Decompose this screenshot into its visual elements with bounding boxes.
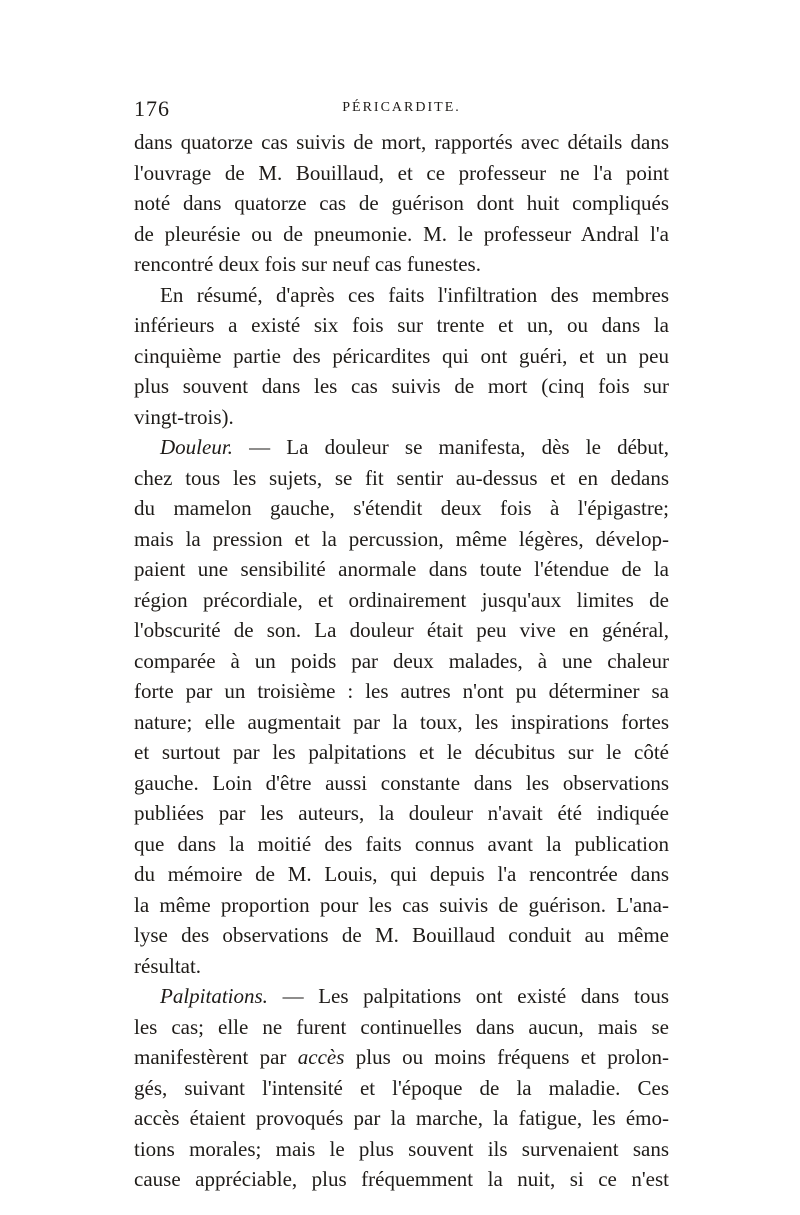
text-line: lyse des observations de M. Bouillaud conduit au même xyxy=(134,923,669,947)
line-text: plus ou moins fréquens et prolon- xyxy=(344,1045,670,1069)
text-line: mais la pression et la percussion, même légères, dévelop- xyxy=(134,526,669,551)
text-line: la même proportion pour les cas suivis de guérison. L'ana- xyxy=(134,892,669,917)
text-line xyxy=(134,1042,669,1073)
text-line: comparée à un poids par deux malades, à une chaleur xyxy=(134,648,669,673)
text-line: rencontré deux fois sur neuf cas funestes. xyxy=(134,252,481,276)
text-line: du mamelon gauche, s'étendit deux fois à l'épigastre; xyxy=(134,496,669,520)
text-line: nature; elle augmentait par la toux, les inspirations fortes xyxy=(134,709,669,734)
text-line: l'obscurité de son. La douleur était peu vive en général, xyxy=(134,618,669,642)
text-line: chez tous les sujets, se fit sentir au-dessus et en dedans xyxy=(134,465,669,490)
text-line: publiées par les auteurs, la douleur n'avait été indiquée xyxy=(134,801,669,825)
page-number: 176 xyxy=(134,96,170,121)
text-line: inférieurs a existé six fois sur trente et un, ou dans la xyxy=(134,313,669,337)
text-line: dans quatorze cas suivis de mort, rapportés avec détails dans xyxy=(134,130,669,154)
text-line: de pleurésie ou de pneumonie. M. le professeur Andral l'a xyxy=(134,221,669,246)
paragraph-start-line: En résumé, d'après ces faits l'infiltration des membres xyxy=(160,282,669,307)
paragraph-start-line xyxy=(134,432,669,463)
text-line: gés, suivant l'intensité et l'époque de la maladie. Ces xyxy=(134,1075,669,1100)
body-text xyxy=(134,127,669,1195)
text-line: plus souvent dans les cas suivis de mort (cinq fois sur xyxy=(134,374,669,398)
text-line: les cas; elle ne furent continuelles dans aucun, mais se xyxy=(134,1014,669,1039)
line-text: — La douleur se manifesta, dès le début, xyxy=(232,435,669,459)
text-line: et surtout par les palpitations et le décubitus sur le côté xyxy=(134,740,669,764)
text-line: vingt-trois). xyxy=(134,404,234,429)
text-line: l'ouvrage de M. Bouillaud, et ce professeur ne l'a point xyxy=(134,160,669,185)
text-line: tions morales; mais le plus souvent ils survenaient sans xyxy=(134,1136,669,1161)
running-title: PÉRICARDITE. xyxy=(342,100,461,115)
text-line: paient une sensibilité anormale dans toute l'étendue de la xyxy=(134,557,669,581)
text-line: région précordiale, et ordinairement jusqu'aux limites de xyxy=(134,587,669,612)
text-line: forte par un troisième : les autres n'ont pu déterminer sa xyxy=(134,679,669,703)
section-lead-douleur: Douleur. xyxy=(160,435,233,459)
emphasis-acces: accès xyxy=(297,1045,345,1069)
text-line: noté dans quatorze cas de guérison dont huit compliqués xyxy=(134,191,669,215)
text-line: du mémoire de M. Louis, qui depuis l'a rencontrée dans xyxy=(134,862,669,886)
text-line: résultat. xyxy=(134,953,202,978)
section-lead-palpitations: Palpitations. xyxy=(160,984,268,1008)
text-line: cause appréciable, plus fréquemment la nuit, si ce n'est xyxy=(134,1167,669,1191)
text-line: accès étaient provoqués par la marche, la fatigue, les émo- xyxy=(134,1106,669,1130)
text-line: que dans la moitié des faits connus avant la publication xyxy=(134,831,669,856)
paragraph-start-line xyxy=(134,981,669,1012)
line-text: manifestèrent par xyxy=(134,1045,298,1069)
page-header xyxy=(134,96,669,124)
text-line: gauche. Loin d'être aussi constante dans les observations xyxy=(134,770,669,795)
text-line: cinquième partie des péricardites qui ont guéri, et un peu xyxy=(134,343,669,368)
line-text: — Les palpitations ont existé dans tous xyxy=(267,984,669,1008)
